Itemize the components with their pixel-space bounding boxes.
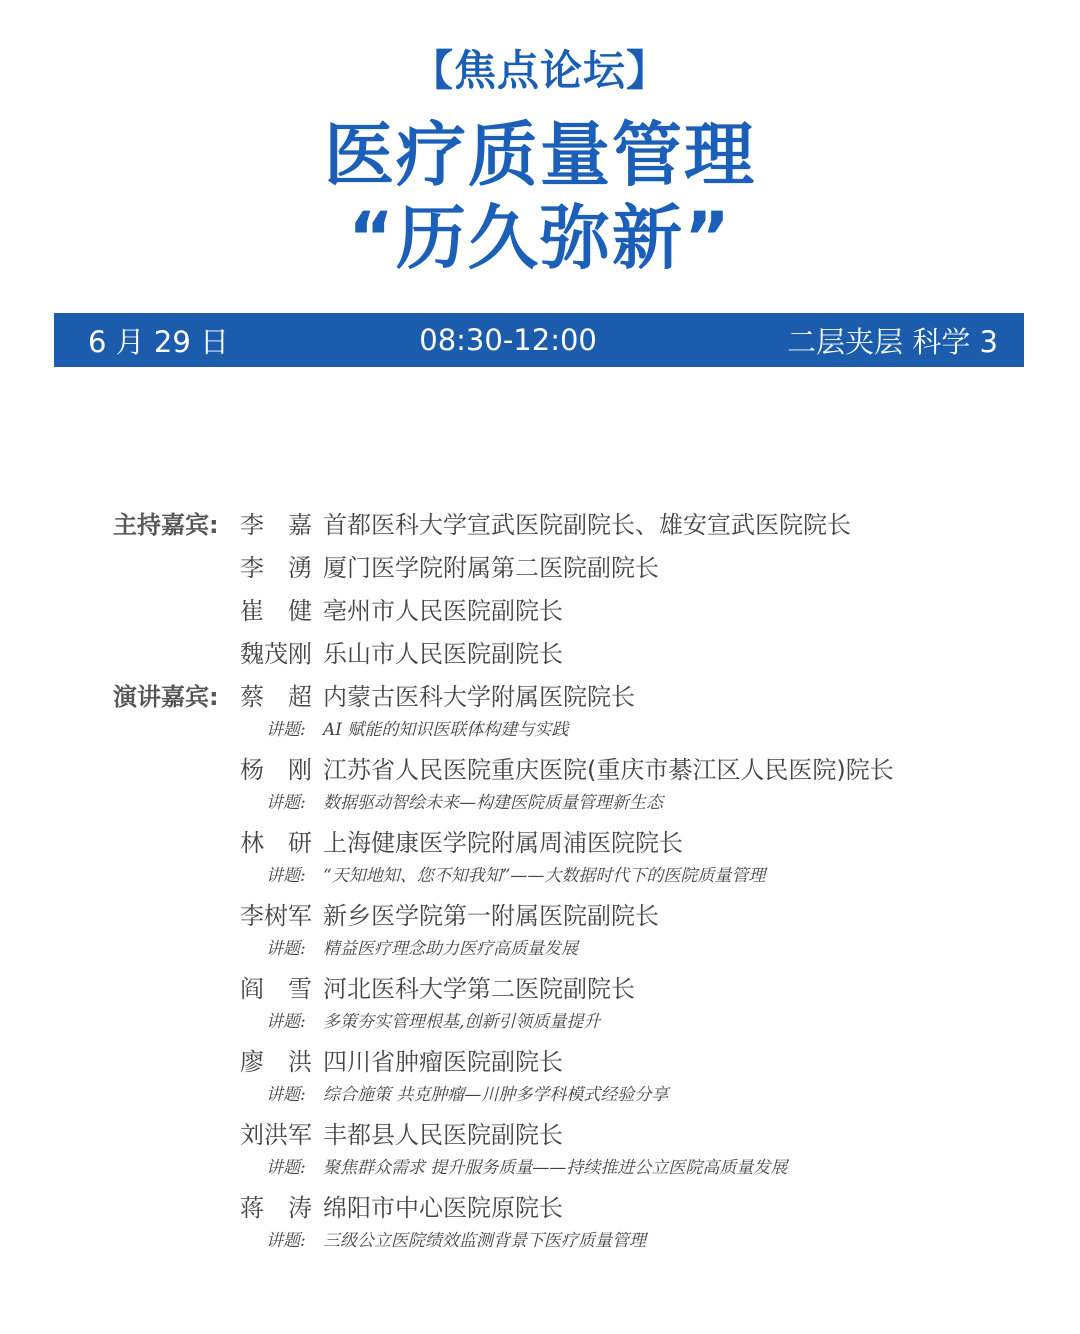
info-bar [54,313,1024,367]
talk-topic-text: 聚焦群众需求 提升服务质量——持续推进公立医院高质量发展 [323,1158,788,1178]
event-time: 08:30-12:00 [419,323,597,357]
forum-title-line1: 医疗质量管理 [324,114,756,196]
host-row [0,547,1080,590]
talk-topic [0,1011,1080,1041]
speaker-row [0,895,1080,938]
talk-topic-label: 讲题: [266,1085,306,1105]
talk-topic-label: 讲题: [266,939,306,959]
forum-title-line2: “历久弥新” [347,197,732,279]
talk-topic-label: 讲题: [266,1012,306,1032]
guest-affiliation: 上海健康医学院附属周浦医院院长 [323,829,683,857]
guest-name: 刘 洪 军 [240,1121,312,1149]
event-date: 6 月 29 日 [88,324,230,359]
talk-topic [0,792,1080,822]
host-row [0,590,1080,633]
talk-topic [0,1230,1080,1260]
talk-topic-text: 综合施策 共克肿瘤—川肿多学科模式经验分享 [323,1085,669,1105]
guest-name: 李 湧 [240,554,312,582]
talk-topic [0,938,1080,968]
talk-topic [0,1157,1080,1187]
talk-topic-text: 精益医疗理念助力医疗高质量发展 [323,939,578,959]
talk-topic-label: 讲题: [266,793,306,813]
guest-affiliation: 新乡医学院第一附属医院副院长 [323,902,659,930]
guest-name: 崔 健 [240,597,312,625]
speaker-row [0,968,1080,1011]
guest-affiliation: 内蒙古医科大学附属医院院长 [323,683,635,711]
guest-name: 蒋 涛 [240,1194,312,1222]
guest-affiliation: 厦门医学院附属第二医院副院长 [323,554,659,582]
speaker-row [0,676,1080,719]
hosts-role-label: 主持嘉宾: [113,511,219,539]
speakers-role-label: 演讲嘉宾: [113,683,219,711]
guest-affiliation: 丰都县人民医院副院长 [323,1121,563,1149]
guest-name: 蔡 超 [240,683,312,711]
event-location: 二层夹层 科学 3 [787,324,998,359]
guest-affiliation: 四川省肿瘤医院副院长 [323,1048,563,1076]
guest-name: 魏 茂 刚 [240,640,312,668]
talk-topic-text: 三级公立医院绩效监测背景下医疗质量管理 [323,1231,646,1251]
talk-topic-label: 讲题: [266,1158,306,1178]
guest-affiliation: 河北医科大学第二医院副院长 [323,975,635,1003]
guest-affiliation: 亳州市人民医院副院长 [323,597,563,625]
talk-topic [0,865,1080,895]
talk-topic-text: “天知地知、您不知我知”——大数据时代下的医院质量管理 [323,866,766,886]
guest-name: 李 嘉 [240,511,312,539]
guest-name: 林 研 [240,829,312,857]
guest-affiliation: 绵阳市中心医院原院长 [323,1194,563,1222]
agenda-list [0,504,1080,1260]
guest-affiliation: 乐山市人民医院副院长 [323,640,563,668]
talk-topic [0,719,1080,749]
talk-topic-text: 数据驱动智绘未来—构建医院质量管理新生态 [323,793,663,813]
speaker-row [0,1114,1080,1157]
guest-affiliation: 首都医科大学宣武医院副院长、雄安宣武医院院长 [323,511,851,539]
speaker-row [0,822,1080,865]
forum-tag: 【焦点论坛】 [410,46,669,95]
talk-topic-label: 讲题: [266,866,306,886]
talk-topic-text: 多策夯实管理根基,创新引领质量提升 [323,1012,601,1032]
host-row [0,633,1080,676]
host-row [0,504,1080,547]
talk-topic-label: 讲题: [266,1231,306,1251]
speaker-row [0,1041,1080,1084]
guest-affiliation: 江苏省人民医院重庆医院(重庆市綦江区人民医院)院长 [323,756,894,784]
guest-name: 李 树 军 [240,902,312,930]
guest-name: 廖 洪 [240,1048,312,1076]
talk-topic [0,1084,1080,1114]
speaker-row [0,1187,1080,1230]
talk-topic-label: 讲题: [266,720,306,740]
talk-topic-text: AI 赋能的知识医联体构建与实践 [323,720,569,740]
speaker-row [0,749,1080,792]
guest-name: 杨 刚 [240,756,312,784]
guest-name: 阎 雪 [240,975,312,1003]
